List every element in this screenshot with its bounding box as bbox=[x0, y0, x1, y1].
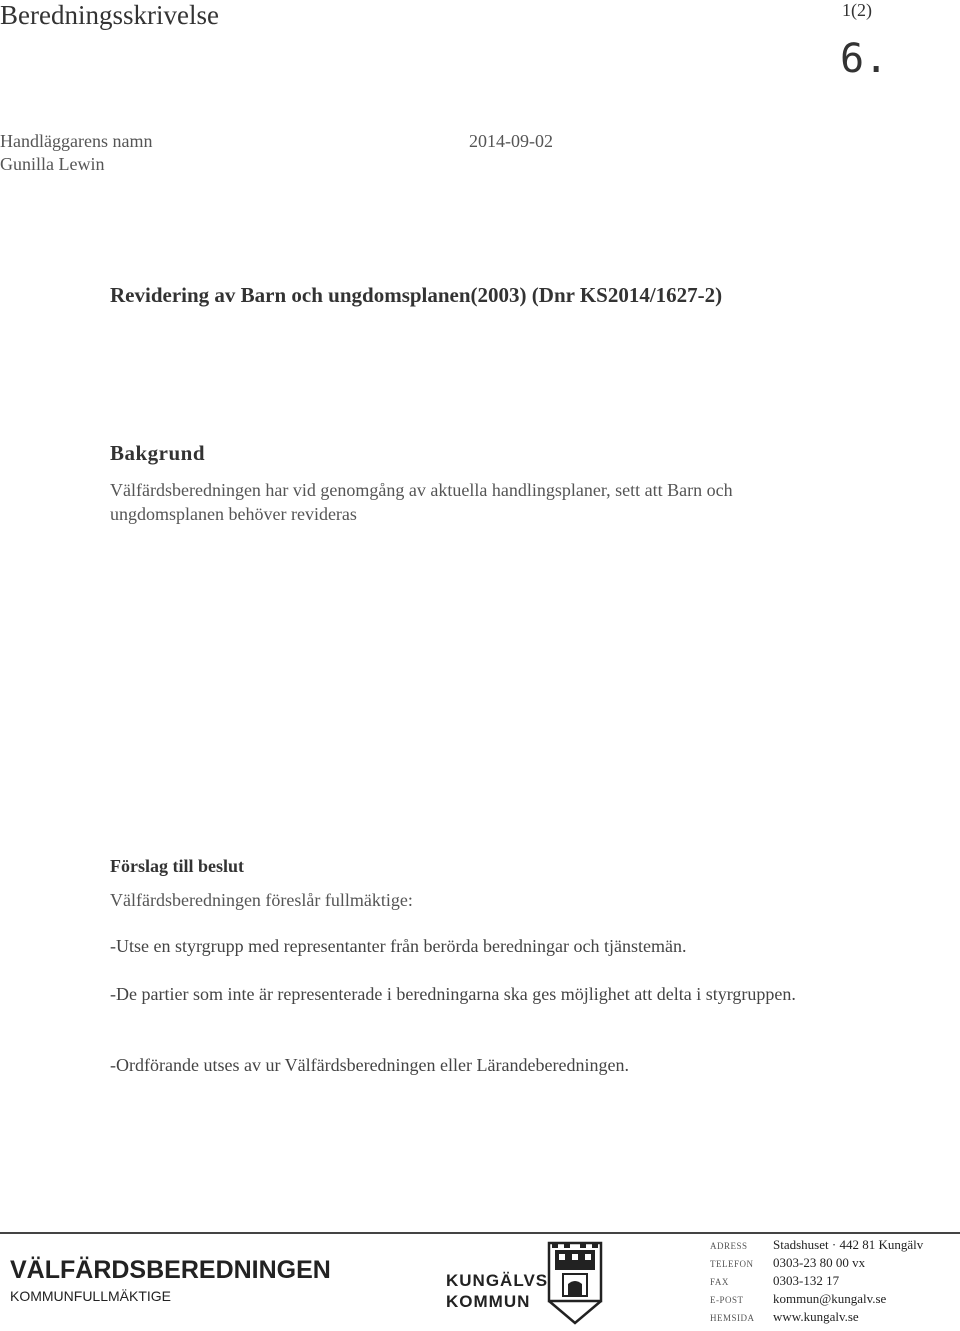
footer-department: VÄLFÄRDSBEREDNINGEN bbox=[10, 1256, 331, 1284]
proposal-intro: Välfärdsberedningen föreslår fullmäktige: bbox=[110, 890, 413, 910]
document-date: 2014-09-02 bbox=[469, 131, 553, 151]
document-subject: Revidering av Barn och ungdomsplanen(2003) (Dnr KS2014/1627-2) bbox=[110, 283, 723, 307]
handler-label: Handläggarens namn bbox=[0, 131, 153, 151]
footer-subtitle: KOMMUNFULLMÄKTIGE bbox=[10, 1288, 172, 1304]
logo-wordmark: KUNGÄLVS KOMMUN bbox=[446, 1271, 549, 1311]
proposal-item: -Ordförande utses av ur Välfärdsberedningen eller Lärandeberedningen. bbox=[110, 1055, 629, 1075]
email-link[interactable]: kommun@kungalv.se bbox=[773, 1291, 887, 1306]
proposal-item: -Utse en styrgrupp med representanter från berörda beredningar och tjänstemän. bbox=[110, 936, 687, 956]
agenda-item-number: 6. bbox=[840, 36, 889, 82]
page-number: 1(2) bbox=[842, 0, 872, 20]
proposal-item: -De partier som inte är representerade i beredningarna ska ges möjlighet att delta i styrgruppen. bbox=[110, 984, 796, 1004]
kungalvs-kommun-logo bbox=[444, 1240, 614, 1328]
page-footer: VÄLFÄRDSBEREDNINGEN KOMMUNFULLMÄKTIGE KUNGÄLVS KOMMUN ADRESS Stadshuset · 442 81 Kungälv TELEFON 0303-23 80 00 vx FAX 0303-132 17 E-POST kommun@kungalv.se HEMSIDA www.kungalv.se bbox=[0, 1232, 960, 1331]
website-link[interactable]: www.kungalv.se bbox=[773, 1309, 859, 1324]
handler-name: Gunilla Lewin bbox=[0, 154, 105, 174]
background-heading: Bakgrund bbox=[110, 441, 206, 465]
document-type: Beredningsskrivelse bbox=[0, 0, 219, 30]
proposal-heading: Förslag till beslut bbox=[110, 856, 244, 876]
background-text: Välfärdsberedningen har vid genomgång av aktuella handlingsplaner, sett att Barn och ungdomsplanen behöver revideras bbox=[110, 480, 733, 524]
coat-of-arms-icon bbox=[546, 1240, 604, 1326]
